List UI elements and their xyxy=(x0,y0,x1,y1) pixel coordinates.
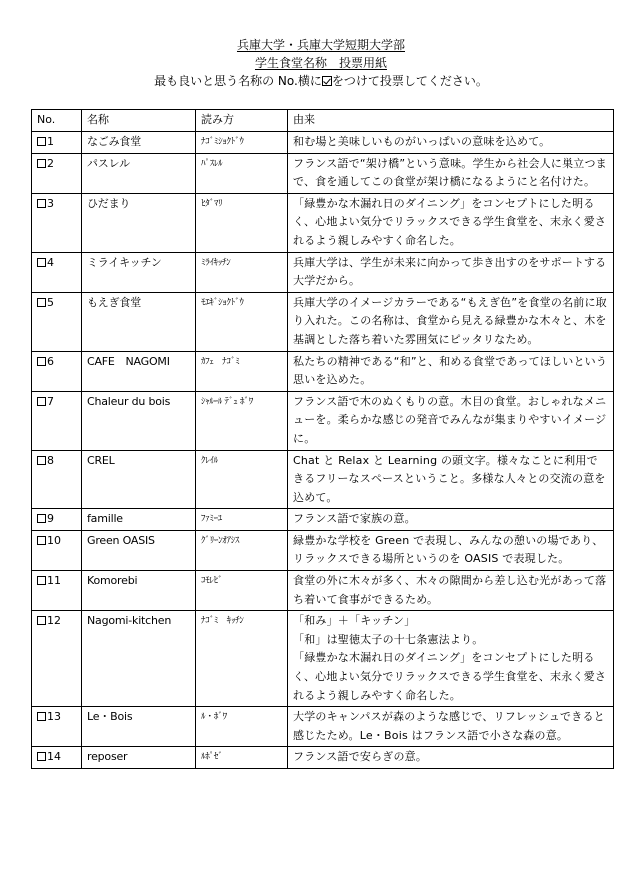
candidate-name: ひだまり xyxy=(82,193,196,252)
candidate-name: Komorebi xyxy=(82,571,196,611)
row-number: 5 xyxy=(47,295,54,309)
table-row xyxy=(32,509,614,531)
vote-checkbox-icon[interactable] xyxy=(37,456,46,465)
table-row xyxy=(32,530,614,570)
row-number-cell xyxy=(32,351,82,391)
ballot-rows xyxy=(32,132,614,769)
table-row xyxy=(32,571,614,611)
table-row xyxy=(32,132,614,154)
vote-checkbox-icon[interactable] xyxy=(37,514,46,523)
instruction-after: をつけて投票してください。 xyxy=(331,74,488,88)
candidate-origin: フランス語で木のぬくもりの意。木目の食堂。おしゃれなメニューを。柔らかな感じの発音でみんなが集まりやすいイメージに。 xyxy=(288,391,614,450)
row-number-cell xyxy=(32,509,82,531)
candidate-reading: ｼｬﾙｰﾙ ﾃﾞｭ ﾎﾞﾜ xyxy=(196,391,288,450)
row-number: 9 xyxy=(47,512,54,526)
ballot-header xyxy=(0,36,642,90)
candidate-origin: フランス語で“架け橋”という意味。学生から社会人に巣立つまで、食を通してこの食堂が架け橋になるようにと名付けた。 xyxy=(288,153,614,193)
vote-checkbox-icon[interactable] xyxy=(37,199,46,208)
vote-checkbox-icon[interactable] xyxy=(37,397,46,406)
candidate-reading: ﾙﾎﾟｾﾞ xyxy=(196,747,288,769)
candidate-name: なごみ食堂 xyxy=(82,132,196,154)
table-row xyxy=(32,193,614,252)
candidate-origin: 私たちの精神である“和”と、和める食堂であってほしいという思いを込めた。 xyxy=(288,351,614,391)
vote-checkbox-icon[interactable] xyxy=(37,258,46,267)
row-number-cell xyxy=(32,292,82,351)
candidate-reading: ﾊﾟｽﾚﾙ xyxy=(196,153,288,193)
table-row xyxy=(32,292,614,351)
candidate-name: もえぎ食堂 xyxy=(82,292,196,351)
header-name: 名称 xyxy=(82,110,196,132)
candidate-origin: 大学のキャンパスが森のような感じで、リフレッシュできると感じたため。Le・Bois はフランス語で小さな森の意。 xyxy=(288,707,614,747)
table-header-row xyxy=(32,110,614,132)
candidate-origin: 食堂の外に木々が多く、木々の隙間から差し込む光があって落ち着いて食事ができるため。 xyxy=(288,571,614,611)
row-number-cell xyxy=(32,450,82,509)
row-number-cell xyxy=(32,252,82,292)
candidate-name: CAFE NAGOMI xyxy=(82,351,196,391)
candidate-reading: ｸﾞﾘｰﾝｵｱｼｽ xyxy=(196,530,288,570)
university-name: 兵庫大学・兵庫大学短期大学部 xyxy=(236,38,405,52)
row-number: 8 xyxy=(47,453,54,467)
row-number-cell xyxy=(32,707,82,747)
candidate-reading: ｺﾓﾚﾋﾞ xyxy=(196,571,288,611)
candidate-origin: 緑豊かな学校を Green で表現し、みんなの憩いの場であり、リラックスできる場所というのを OASIS で表現した。 xyxy=(288,530,614,570)
row-number: 12 xyxy=(47,614,61,628)
candidate-origin: 兵庫大学のイメージカラーである“もえぎ色”を食堂の名前に取り入れた。この名称は、食堂から見える緑豊かな木々と、木を基調とした落ち着いた雰囲気にピッタリなため。 xyxy=(288,292,614,351)
vote-checkbox-icon[interactable] xyxy=(37,752,46,761)
table-row xyxy=(32,391,614,450)
instruction-before: 最も良いと思う名称の No.横に xyxy=(154,74,322,88)
candidate-reading: ﾐﾗｲｷｯﾁﾝ xyxy=(196,252,288,292)
table-row xyxy=(32,611,614,707)
row-number: 4 xyxy=(47,255,54,269)
row-number: 13 xyxy=(47,710,61,724)
candidate-origin: 「和み」＋「キッチン」 「和」は聖徳太子の十七条憲法より。 「緑豊かな木漏れ日のダイニング」をコンセプトにした明るく、心地よい気分でリラックスできる学生食堂を、末永く愛されるよう親しみやすく命名した。 xyxy=(288,611,614,707)
ballot-table xyxy=(31,109,614,769)
row-number-cell xyxy=(32,153,82,193)
row-number: 2 xyxy=(47,156,54,170)
candidate-name: famille xyxy=(82,509,196,531)
vote-checkbox-icon[interactable] xyxy=(37,357,46,366)
candidate-origin: 「緑豊かな木漏れ日のダイニング」をコンセプトにした明るく、心地よい気分でリラックスできる学生食堂を、末永く愛されるよう親しみやすく命名した。 xyxy=(288,193,614,252)
row-number-cell xyxy=(32,530,82,570)
row-number: 1 xyxy=(47,135,54,148)
vote-checkbox-icon[interactable] xyxy=(37,712,46,721)
candidate-name: Nagomi-kitchen xyxy=(82,611,196,707)
row-number-cell xyxy=(32,611,82,707)
table-row xyxy=(32,747,614,769)
row-number-cell xyxy=(32,193,82,252)
row-number: 14 xyxy=(47,750,61,764)
row-number: 6 xyxy=(47,354,54,368)
table-row xyxy=(32,252,614,292)
row-number-cell xyxy=(32,747,82,769)
candidate-reading: ｸﾚｲﾙ xyxy=(196,450,288,509)
table-row xyxy=(32,351,614,391)
table-row xyxy=(32,707,614,747)
candidate-name: reposer xyxy=(82,747,196,769)
candidate-name: Green OASIS xyxy=(82,530,196,570)
candidate-reading: ﾓｴｷﾞｼｮｸﾄﾞｳ xyxy=(196,292,288,351)
row-number-cell xyxy=(32,132,82,154)
candidate-reading: ﾌｧﾐｰﾕ xyxy=(196,509,288,531)
candidate-reading: ｶﾌｪ ﾅｺﾞﾐ xyxy=(196,351,288,391)
candidate-name: Le・Bois xyxy=(82,707,196,747)
instruction-text xyxy=(0,72,642,90)
candidate-reading: ﾅｺﾞﾐ ｷｯﾁﾝ xyxy=(196,611,288,707)
candidate-origin: Chat と Relax と Learning の頭文字。様々なことに利用できるフリーなスペースということ。多様な人々との交流の意を込めて。 xyxy=(288,450,614,509)
candidate-name: CREL xyxy=(82,450,196,509)
row-number-cell xyxy=(32,391,82,450)
vote-checkbox-icon[interactable] xyxy=(37,159,46,168)
vote-checkbox-icon[interactable] xyxy=(37,576,46,585)
header-origin: 由来 xyxy=(288,110,614,132)
candidate-name: ミライキッチン xyxy=(82,252,196,292)
candidate-origin: 兵庫大学は、学生が未来に向かって歩き出すのをサポートする大学だから。 xyxy=(288,252,614,292)
checkmark-box-icon xyxy=(322,76,332,86)
header-reading: 読み方 xyxy=(196,110,288,132)
header-no: No. xyxy=(32,110,82,132)
table-row xyxy=(32,153,614,193)
candidate-origin: フランス語で家族の意。 xyxy=(288,509,614,531)
candidate-origin: フランス語で安らぎの意。 xyxy=(288,747,614,769)
vote-checkbox-icon[interactable] xyxy=(37,536,46,545)
row-number-cell xyxy=(32,571,82,611)
vote-checkbox-icon[interactable] xyxy=(37,137,46,146)
candidate-reading: ﾙ・ﾎﾞﾜ xyxy=(196,707,288,747)
candidate-reading: ﾅｺﾞﾐｼｮｸﾄﾞｳ xyxy=(196,132,288,154)
row-number: 7 xyxy=(47,394,54,408)
vote-checkbox-icon[interactable] xyxy=(37,616,46,625)
table-row xyxy=(32,450,614,509)
candidate-reading: ﾋﾀﾞﾏﾘ xyxy=(196,193,288,252)
candidate-name: Chaleur du bois xyxy=(82,391,196,450)
candidate-origin: 和む場と美味しいものがいっぱいの意味を込めて。 xyxy=(288,132,614,154)
ballot-title: 学生食堂名称 投票用紙 xyxy=(254,56,387,70)
vote-checkbox-icon[interactable] xyxy=(37,298,46,307)
row-number: 3 xyxy=(47,196,54,210)
row-number: 11 xyxy=(47,574,61,588)
candidate-name: パスレル xyxy=(82,153,196,193)
row-number: 10 xyxy=(47,533,61,547)
